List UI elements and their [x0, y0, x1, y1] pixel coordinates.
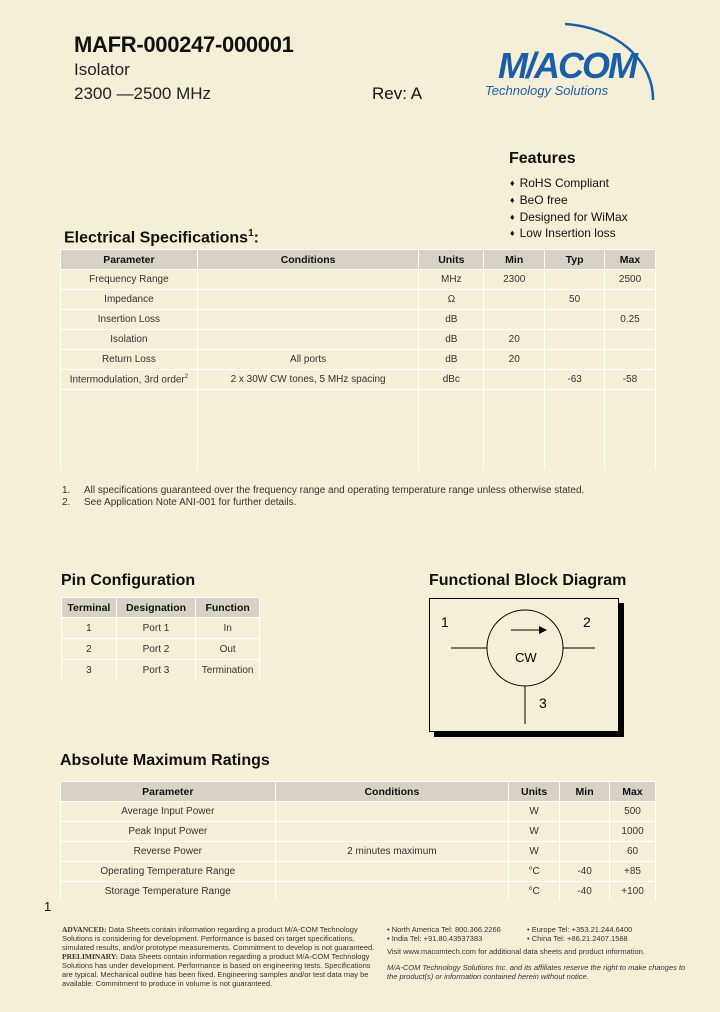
table-row: 1 Port 1 In — [62, 618, 260, 639]
port-2-label: 2 — [583, 614, 591, 630]
table-row: Intermodulation, 3rd order$^2$ 2 x 30W CW tones, 5 MHz spacing dBc -63 -58 — [61, 370, 656, 390]
feature-item: ♦ Low Insertion loss — [510, 226, 628, 243]
column-header: Conditions — [197, 250, 419, 270]
feature-item: ♦ Designed for WiMax — [510, 210, 628, 227]
table-row: Reverse Power 2 minutes maximum W 60 — [61, 842, 656, 862]
footnote-2: 2. See Application Note ANI-001 for further details. — [62, 497, 297, 508]
table-row: 3 Port 3 Termination — [62, 660, 260, 681]
column-header: Min — [560, 782, 610, 802]
column-header: Typ — [545, 250, 605, 270]
footnote-1: 1. All specifications guaranteed over the frequency range and operating temperature range unless otherwise stated. — [62, 485, 585, 496]
pin-config-table — [61, 597, 260, 680]
table-row: 2 Port 2 Out — [62, 639, 260, 660]
table-row: Frequency Range MHz 2300 2500 — [61, 270, 656, 290]
column-header: Min — [484, 250, 545, 270]
column-header: Designation — [116, 598, 196, 618]
footer-contacts: • North America Tel: 800.366.2266 • Europe Tel: +353.21.244.6400 • India Tel: +91.80.43537383 • China Tel: +86.21.2407.1588 Visit www.macomtech.com for additional data sheets and product information. M/A-COM Technology Solutions Inc. and its affiliates reserve the right to make changes to the product(s) or information contained herein without notice. — [387, 925, 686, 981]
revision: Rev: A — [372, 84, 423, 103]
table-row: Operating Temperature Range °C -40 +85 — [61, 862, 656, 882]
column-header: Function — [196, 598, 260, 618]
page-number: 1 — [44, 899, 52, 914]
column-header: Units — [419, 250, 484, 270]
table-row: Average Input Power W 500 — [61, 802, 656, 822]
macom-logo — [470, 20, 670, 115]
circulator-circle — [487, 610, 563, 686]
cw-label: CW — [515, 650, 537, 665]
port-1-label: 1 — [441, 614, 449, 630]
table-row: Peak Input Power W 1000 — [61, 822, 656, 842]
footnotes — [62, 485, 584, 509]
amr-table — [60, 781, 656, 901]
frequency-range: 2300 —2500 MHz — [74, 84, 212, 103]
part-number: MAFR-000247-000001 — [74, 32, 294, 57]
column-header: Units — [509, 782, 560, 802]
table-header-row — [61, 250, 656, 270]
electrical-specs-table — [60, 249, 656, 470]
table-row: Impedance Ω 50 — [61, 290, 656, 310]
column-header: Parameter — [61, 250, 198, 270]
features-title: Features — [509, 150, 576, 167]
product-type: Isolator — [74, 60, 130, 79]
port-3-label: 3 — [539, 695, 547, 711]
table-row: Isolation dB 20 — [61, 330, 656, 350]
electrical-specs-title: Electrical Specifications$^1$: — [64, 228, 259, 247]
amr-title: Absolute Maximum Ratings — [60, 752, 270, 769]
column-header: Max — [605, 250, 656, 270]
table-row: Insertion Loss dB 0.25 — [61, 310, 656, 330]
footer-disclaimer: ADVANCED: Data Sheets contain information regarding a product M/A-COM Technology Solutions is considering for development. Performance is based on target specifications, simulated results, and/or prototype measurements. Commitment to develop is not guaranteed. PRELIMINARY: Data Sheets contain information regarding a product M/A-COM Technology Solutions has under development. Performance is based on engineering tests. Specifications are typical. Mechanical outline has been fixed. Engineering samples and/or test data may be available. Commitment to produce in volume is not guaranteed. — [62, 925, 375, 988]
feature-item: ♦ BeO free — [510, 193, 628, 210]
column-header: Parameter — [61, 782, 276, 802]
table-header-row — [61, 782, 656, 802]
pin-config-title: Pin Configuration — [61, 572, 196, 589]
column-header: Terminal — [62, 598, 117, 618]
fbd-diagram — [429, 598, 619, 732]
column-header: Conditions — [275, 782, 509, 802]
feature-item: ♦ RoHS Compliant — [510, 176, 628, 193]
table-row-empty — [61, 390, 656, 471]
column-header: Max — [610, 782, 656, 802]
features-list — [510, 176, 628, 243]
table-header-row — [62, 598, 260, 618]
svg-text:M/ACOM: M/ACOM — [498, 45, 636, 86]
fbd-title: Functional Block Diagram — [429, 572, 627, 589]
logo-tagline: Technology Solutions — [485, 83, 609, 98]
table-row: Return Loss All ports dB 20 — [61, 350, 656, 370]
table-row: Storage Temperature Range °C -40 +100 — [61, 882, 656, 902]
